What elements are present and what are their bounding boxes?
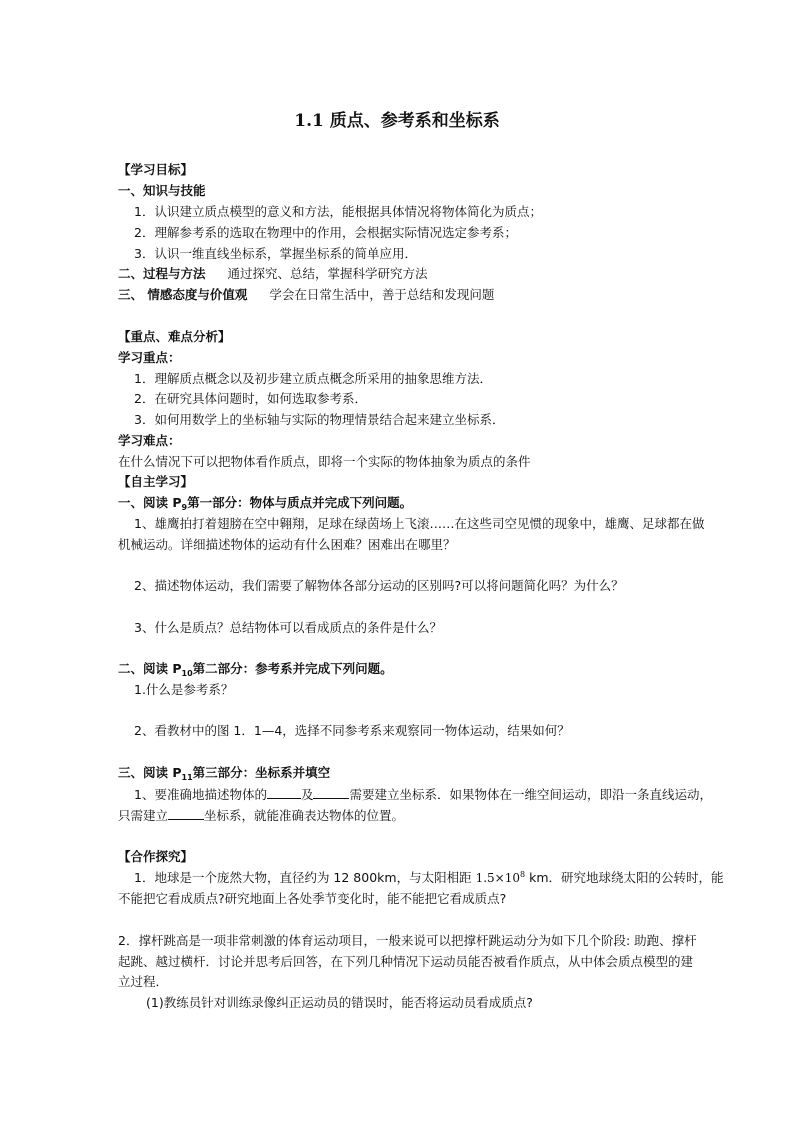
fill-text-c: 需要建立坐标系．如果物体在一维空间运动，即沿一条直线运动， xyxy=(349,787,712,802)
self-part-3-page: 11 xyxy=(181,773,193,782)
self-heading: 【自主学习】 xyxy=(118,474,194,489)
self-part-3 xyxy=(118,764,330,782)
goals-section-3 xyxy=(118,286,494,304)
coop-question-1-line-2: 不能把它看成质点?研究地面上各处季节变化时，能不能把它看成质点? xyxy=(118,891,507,906)
goals-section-1: 一、知识与技能 xyxy=(118,183,206,198)
coop-question-2-sub-1: (1)教练员针对训练录像纠正运动员的错误时，能否将运动员看成质点? xyxy=(146,995,533,1010)
self-part-2-pre: 二、阅读 P xyxy=(118,661,182,676)
goals-section-2 xyxy=(118,265,428,283)
self-part-2-page: 10 xyxy=(181,669,193,678)
distance-base: 1.5×10 xyxy=(475,871,520,885)
hard-text: 在什么情况下可以把物体看作质点，即将一个实际的物体抽象为质点的条件 xyxy=(118,454,531,469)
coop-question-2-line-2: 起跳、越过横杆．讨论并思考后回答，在下列几种情况下运动员能否被看作质点，从中体会质点模型的建 xyxy=(118,954,694,969)
self-part-1-page: 9 xyxy=(181,503,188,512)
coop-q1-text-b: km．研究地球绕太阳的公转时，能 xyxy=(529,870,724,885)
question-1-line-1: 1、雄鹰拍打着翅膀在空中翱翔，足球在绿茵场上飞滚……在这些司空见惯的现象中，雄鹰、足球都在做 xyxy=(134,516,705,531)
page-title: 1.1 质点、参考系和坐标系 xyxy=(294,111,500,131)
goals-section-3-label: 三、 情感态度与价值观 xyxy=(118,287,248,302)
ref-question-2: 2、看教材中的图 1．1—4，选择不同参考系来观察同一物体运动，结果如何？ xyxy=(134,723,570,738)
fill-question-line-2 xyxy=(118,806,404,825)
focus-item-3: 3．如何用数学上的坐标轴与实际的物理情景结合起来建立坐标系． xyxy=(134,412,505,427)
goals-section-3-text: 学会在日常生活中，善于总结和发现问题 xyxy=(269,287,495,302)
goal-item-1: 1．认识建立质点模型的意义和方法，能根据具体情况将物体简化为质点； xyxy=(134,204,542,219)
focus-label: 学习重点： xyxy=(118,350,181,365)
goals-section-2-label: 二、过程与方法 xyxy=(118,266,206,281)
key-heading: 【重点、难点分析】 xyxy=(118,329,231,344)
fill-text-b: 及 xyxy=(300,787,314,802)
coop-question-2-line-3: 立过程． xyxy=(118,974,169,989)
fill-blank-2[interactable] xyxy=(313,785,349,799)
coop-heading: 【合作探究】 xyxy=(118,849,194,864)
hard-label: 学习难点： xyxy=(118,433,181,448)
question-1-line-2: 机械运动。详细描述物体的运动有什么困难？困难出在哪里？ xyxy=(118,537,456,552)
coop-q1-text-a: 1．地球是一个庞然大物，直径约为 12 800km，与太阳相距 xyxy=(134,870,472,885)
self-part-1-post: 第一部分：物体与质点并完成下列问题。 xyxy=(187,495,413,510)
coop-question-1-line-1 xyxy=(134,869,724,887)
focus-item-2: 2．在研究具体问题时，如何选取参考系． xyxy=(134,391,367,406)
goal-item-3: 3．认识一维直线坐标系，掌握坐标系的简单应用． xyxy=(134,246,417,261)
goals-section-2-text: 通过探究、总结，掌握科学研究方法 xyxy=(227,266,428,281)
self-part-3-pre: 三、阅读 P xyxy=(118,765,182,780)
self-part-2-post: 第二部分：参考系并完成下列问题。 xyxy=(192,661,393,676)
fill-question-line-1 xyxy=(134,785,712,804)
fill-text-e: 坐标系，就能准确表达物体的位置。 xyxy=(204,808,405,823)
distance-formula xyxy=(476,871,526,885)
fill-text-d: 只需建立 xyxy=(118,808,169,823)
fill-blank-3[interactable] xyxy=(168,806,204,820)
distance-exponent: 8 xyxy=(520,870,526,879)
coop-question-2-line-1: 2．撑杆跳高是一项非常刺激的体育运动项目，一般来说可以把撑杆跳运动分为如下几个阶段: 助跑、撑杆 xyxy=(118,933,697,948)
goal-item-2: 2．理解参考系的选取在物理中的作用，会根据实际情况选定参考系； xyxy=(134,225,517,240)
self-part-1 xyxy=(118,494,412,512)
fill-blank-1[interactable] xyxy=(267,785,301,799)
goals-heading: 【学习目标】 xyxy=(118,162,194,177)
self-part-2 xyxy=(118,660,393,678)
self-part-3-post: 第三部分：坐标系并填空 xyxy=(192,765,331,780)
focus-item-1: 1．理解质点概念以及初步建立质点概念所采用的抽象思维方法． xyxy=(134,371,492,386)
question-3: 3、什么是质点？总结物体可以看成质点的条件是什么？ xyxy=(134,620,442,635)
self-part-1-pre: 一、阅读 P xyxy=(118,495,182,510)
question-2: 2、描述物体运动，我们需要了解物体各部分运动的区别吗?可以将问题简化吗？为什么？ xyxy=(134,578,624,593)
ref-question-1: 1.什么是参考系？ xyxy=(134,682,234,697)
fill-text-a: 1、要准确地描述物体的 xyxy=(134,787,267,802)
